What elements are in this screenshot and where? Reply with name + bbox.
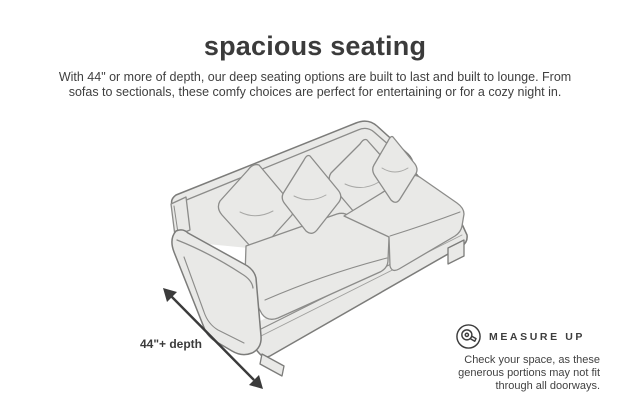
note-line-2: generous portions may not fit bbox=[458, 367, 600, 379]
page-description bbox=[35, 70, 595, 100]
note-line-3: through all doorways. bbox=[495, 380, 600, 392]
measure-up-header bbox=[440, 323, 600, 350]
dimension-label: 44"+ depth bbox=[139, 337, 203, 351]
description-line-2: sofas to sectionals, these comfy choices are perfect for entertaining or for a cozy night in. bbox=[68, 85, 562, 99]
description-line-1: With 44" or more of depth, our deep seating options are built to last and built to lounge. From bbox=[58, 70, 572, 84]
measure-up-heading: MEASURE UP bbox=[488, 330, 585, 343]
note-line-1: Check your space, as these bbox=[464, 354, 600, 366]
page-title: spacious seating bbox=[203, 31, 427, 61]
measure-up-note bbox=[440, 354, 600, 393]
measure-up-block bbox=[440, 323, 600, 393]
tape-measure-icon bbox=[455, 323, 482, 350]
